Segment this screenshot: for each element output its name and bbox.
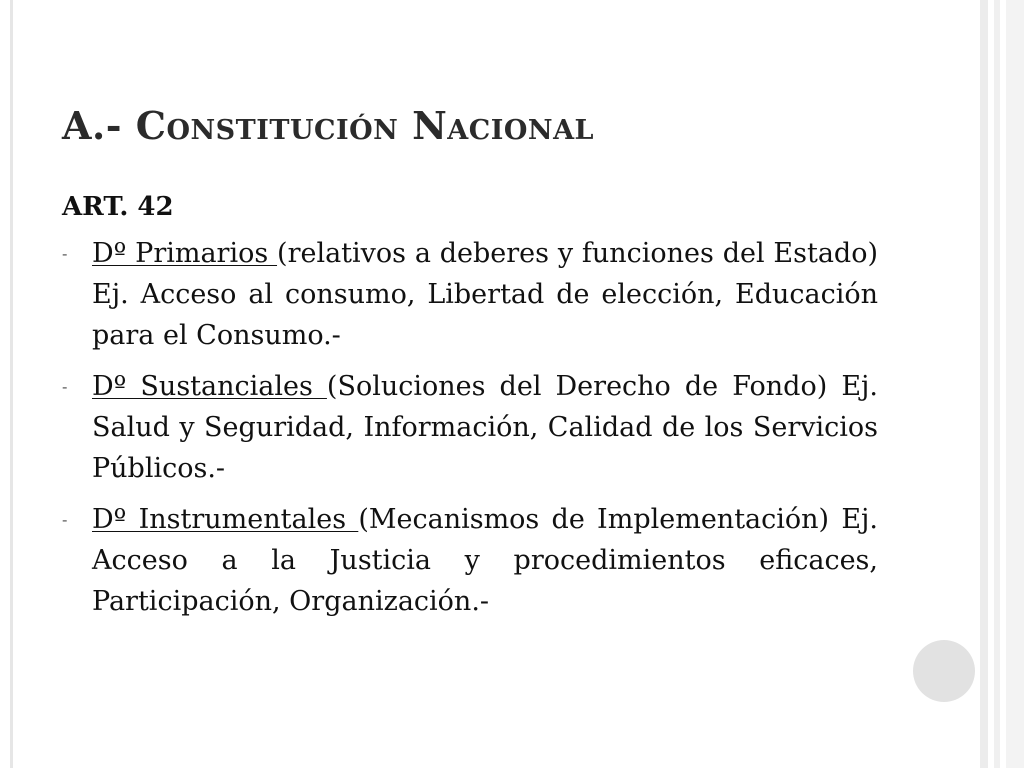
decorative-circle-icon <box>913 640 975 702</box>
right-decorative-strip <box>980 0 1024 768</box>
strip-band <box>980 0 988 768</box>
strip-band <box>1006 0 1024 768</box>
bullet-dash-icon: - <box>62 244 68 263</box>
bullet-dash-icon: - <box>62 510 68 529</box>
bullet-item-sustanciales <box>62 366 878 489</box>
bullet-item-instrumentales <box>62 499 878 622</box>
term-description: (Soluciones del Derecho de Fondo) Ej. Salud y Seguridad, Información, Calidad de los Servicios Públicos.- <box>92 371 878 484</box>
term-description: (relativos a deberes y funciones del Estado) Ej. Acceso al consumo, Libertad de elección, Educación para el Consumo.- <box>92 238 878 351</box>
strip-band <box>994 0 1000 768</box>
bullet-dash-icon: - <box>62 377 68 396</box>
term-label: Dº Instrumentales <box>92 504 359 535</box>
article-heading: ART. 42 <box>62 192 174 222</box>
slide-content <box>62 190 878 632</box>
bullet-item-primarios <box>62 233 878 356</box>
bullet-list <box>62 233 878 622</box>
slide-title: A.- Constitución Nacional <box>62 103 594 148</box>
term-description: (Mecanismos de Implementación) Ej. Acceso a la Justicia y procedimientos eficaces, Participación, Organización.- <box>92 504 879 617</box>
left-border-line <box>10 0 13 768</box>
term-label: Dº Sustanciales <box>92 371 327 402</box>
term-label: Dº Primarios <box>92 238 278 269</box>
